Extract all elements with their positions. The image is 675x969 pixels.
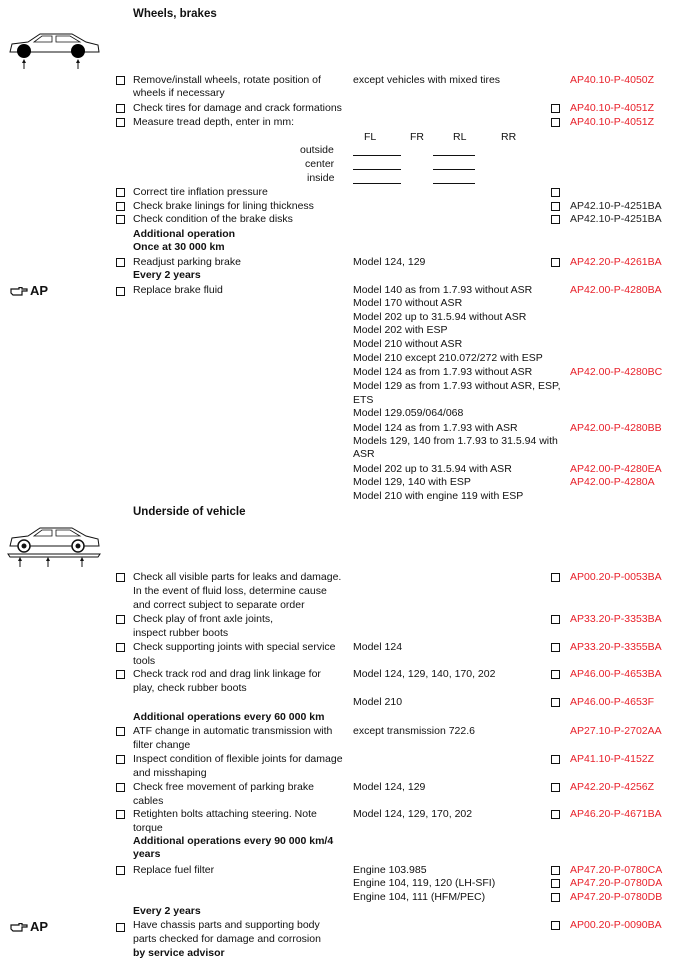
task-text: Check brake linings for lining thickness — [133, 200, 314, 212]
subheading: Additional operations every 90 000 km/4 — [133, 835, 334, 847]
reference-link[interactable]: AP46.20-P-4671BA — [570, 808, 662, 820]
reference-link[interactable]: AP46.00-P-4653F — [570, 696, 655, 708]
tread-header-rl: RL — [453, 131, 467, 143]
model-text: Model 210 except 210.072/272 with ESP — [353, 352, 543, 364]
checkbox-under-8[interactable] — [116, 810, 125, 819]
reference-link[interactable]: AP42.00-P-4280A — [570, 476, 655, 488]
reference-link[interactable]: AP47.20-P-0780DA — [570, 877, 663, 889]
checkbox-right[interactable] — [551, 258, 560, 267]
task-text: Check free movement of parking brake — [133, 781, 314, 793]
tread-entry-line[interactable] — [433, 169, 475, 170]
reference-link[interactable]: AP41.10-P-4152Z — [570, 753, 655, 765]
model-text: except transmission 722.6 — [353, 725, 475, 737]
checkbox-right[interactable] — [551, 615, 560, 624]
ap-label: AP — [30, 283, 49, 298]
checkbox-under-5[interactable] — [116, 727, 125, 736]
task-text: Remove/install wheels, rotate position of — [133, 74, 321, 86]
tread-label-outside: outside — [300, 144, 334, 156]
car-wheels-icon — [6, 28, 102, 70]
checkbox-under-3[interactable] — [116, 643, 125, 652]
checkbox-under-2[interactable] — [116, 615, 125, 624]
tread-entry-line[interactable] — [353, 169, 401, 170]
task-text: Measure tread depth, enter in mm: — [133, 116, 295, 128]
checkbox-right[interactable] — [551, 104, 560, 113]
model-text: Model 202 up to 31.5.94 with ASR — [353, 463, 512, 475]
task-text: ATF change in automatic transmission with — [133, 725, 333, 737]
checkbox-wheels-3[interactable] — [116, 118, 125, 127]
checkbox-right[interactable] — [551, 643, 560, 652]
checkbox-right[interactable] — [551, 698, 560, 707]
tread-label-center: center — [305, 158, 335, 170]
task-text: and misshaping — [133, 767, 207, 779]
reference-link[interactable]: AP33.20-P-3355BA — [570, 641, 662, 653]
reference-link[interactable]: AP42.20-P-4256Z — [570, 781, 655, 793]
checkbox-under-7[interactable] — [116, 783, 125, 792]
model-text: Engine 104, 111 (HFM/PEC) — [353, 891, 486, 903]
task-text: Check condition of the brake disks — [133, 213, 293, 225]
model-text: Model 124 as from 1.7.93 with ASR — [353, 422, 518, 434]
model-text: Model 129, 140 with ESP — [353, 476, 471, 488]
checkbox-wheels-5[interactable] — [116, 202, 125, 211]
ap-label: AP — [30, 919, 49, 934]
task-text: Readjust parking brake — [133, 256, 241, 268]
checkbox-under-4[interactable] — [116, 670, 125, 679]
subheading: years — [133, 848, 161, 860]
model-text: Model 202 with ESP — [353, 324, 448, 336]
model-text: Model 140 as from 1.7.93 without ASR — [353, 284, 533, 296]
ap-marker — [10, 919, 48, 934]
task-text: Check tires for damage and crack formations — [133, 102, 342, 114]
checkbox-right[interactable] — [551, 573, 560, 582]
tread-entry-line[interactable] — [353, 155, 401, 156]
task-text: Check play of front axle joints, — [133, 613, 274, 625]
reference-link[interactable]: AP40.10-P-4051Z — [570, 116, 655, 128]
reference-link[interactable]: AP42.00-P-4280BB — [570, 422, 662, 434]
model-text: Model 210 without ASR — [353, 338, 463, 350]
task-text: and correct subject to separate order — [133, 599, 305, 611]
model-text: Model 124, 129 — [353, 256, 426, 268]
tread-entry-line[interactable] — [433, 155, 475, 156]
subheading: Additional operations every 60 000 km — [133, 711, 325, 723]
reference-link[interactable]: AP47.20-P-0780CA — [570, 864, 663, 876]
subheading: Additional operation — [133, 228, 236, 240]
model-text: Model 210 — [353, 696, 403, 708]
reference-link[interactable]: AP42.00-P-4280BC — [570, 366, 663, 378]
model-text: Model 124 — [353, 641, 403, 653]
tread-header-rr: RR — [501, 131, 517, 143]
model-text: except vehicles with mixed tires — [353, 74, 501, 86]
model-text: Engine 104, 119, 120 (LH-SFI) — [353, 877, 496, 889]
model-text: Model 129 as from 1.7.93 without ASR, ESP, — [353, 380, 561, 392]
checkbox-right[interactable] — [551, 202, 560, 211]
model-text: Model 170 without ASR — [353, 297, 463, 309]
reference-link[interactable]: AP46.00-P-4653BA — [570, 668, 662, 680]
task-text: wheels if necessary — [133, 87, 225, 99]
tread-entry-line[interactable] — [353, 183, 401, 184]
checkbox-right[interactable] — [551, 118, 560, 127]
task-text: play, check rubber boots — [133, 682, 247, 694]
model-text: Model 202 up to 31.5.94 without ASR — [353, 311, 527, 323]
checkbox-right[interactable] — [551, 893, 560, 902]
model-text: Model 124, 129, 140, 170, 202 — [353, 668, 496, 680]
tread-header-fr: FR — [410, 131, 424, 143]
task-text: Replace brake fluid — [133, 284, 223, 296]
reference-code: AP42.10-P-4251BA — [570, 200, 662, 212]
task-text: tools — [133, 655, 156, 667]
checkbox-wheels-6[interactable] — [116, 215, 125, 224]
model-text: ASR — [353, 448, 375, 460]
model-text: Model 210 with engine 119 with ESP — [353, 490, 524, 502]
section-title-wheels: Wheels, brakes — [133, 8, 217, 20]
reference-link[interactable]: AP27.10-P-2702AA — [570, 725, 662, 737]
checkbox-under-1[interactable] — [116, 573, 125, 582]
checkbox-right[interactable] — [551, 215, 560, 224]
checkbox-right[interactable] — [551, 866, 560, 875]
reference-code: AP42.10-P-4251BA — [570, 213, 662, 225]
model-text: Models 129, 140 from 1.7.93 to 31.5.94 with — [353, 435, 558, 447]
checkbox-wheels-4[interactable] — [116, 188, 125, 197]
model-text: Model 129.059/064/068 — [353, 407, 464, 419]
task-text: Retighten bolts attaching steering. Note — [133, 808, 317, 820]
task-text: parts checked for damage and corrosion — [133, 933, 321, 945]
checkbox-wheels-7[interactable] — [116, 258, 125, 267]
reference-link[interactable]: AP42.00-P-4280BA — [570, 284, 662, 296]
checkbox-right[interactable] — [551, 188, 560, 197]
task-text: torque — [133, 822, 163, 834]
task-text: Have chassis parts and supporting body — [133, 919, 320, 931]
checkbox-under-10[interactable] — [116, 923, 125, 932]
reference-link[interactable]: AP00.20-P-0090BA — [570, 919, 662, 931]
task-text: Replace fuel filter — [133, 864, 215, 876]
pointing-hand-icon — [10, 923, 28, 932]
tread-header-fl: FL — [364, 131, 377, 143]
checkbox-right[interactable] — [551, 810, 560, 819]
reference-link[interactable]: AP00.20-P-0053BA — [570, 571, 662, 583]
section-title-underside: Underside of vehicle — [133, 506, 246, 518]
checkbox-wheels-1[interactable] — [116, 76, 125, 85]
reference-link[interactable]: AP40.10-P-4051Z — [570, 102, 655, 114]
ap-marker — [10, 283, 48, 298]
subheading: Every 2 years — [133, 905, 201, 917]
tread-entry-line[interactable] — [433, 183, 475, 184]
tread-label-inside: inside — [307, 172, 335, 184]
checkbox-right[interactable] — [551, 670, 560, 679]
task-text: filter change — [133, 739, 191, 751]
car-lift-icon — [6, 524, 102, 568]
model-text: Model 124, 129 — [353, 781, 426, 793]
reference-link[interactable]: AP33.20-P-3353BA — [570, 613, 662, 625]
model-text: ETS — [353, 394, 374, 406]
reference-link[interactable]: AP42.00-P-4280EA — [570, 463, 662, 475]
checkbox-wheels-8[interactable] — [116, 287, 125, 296]
reference-link[interactable]: AP47.20-P-0780DB — [570, 891, 663, 903]
checkbox-under-9[interactable] — [116, 866, 125, 875]
model-text: Engine 103.985 — [353, 864, 427, 876]
task-text: Correct tire inflation pressure — [133, 186, 268, 198]
checkbox-right[interactable] — [551, 879, 560, 888]
task-text: cables — [133, 795, 164, 807]
checkbox-right[interactable] — [551, 783, 560, 792]
reference-link[interactable]: AP40.10-P-4050Z — [570, 74, 655, 86]
task-text: In the event of fluid loss, determine cause — [133, 585, 327, 597]
model-text: Model 124 as from 1.7.93 without ASR — [353, 366, 533, 378]
pointing-hand-icon — [10, 287, 28, 296]
subheading: Every 2 years — [133, 269, 201, 281]
task-text: inspect rubber boots — [133, 627, 229, 639]
checkbox-under-6[interactable] — [116, 755, 125, 764]
task-text: Check track rod and drag link linkage for — [133, 668, 321, 680]
checkbox-wheels-2[interactable] — [116, 104, 125, 113]
task-text: Check all visible parts for leaks and damage. — [133, 571, 342, 583]
checkbox-right[interactable] — [551, 921, 560, 930]
task-text: by service advisor — [133, 947, 225, 959]
subheading: Once at 30 000 km — [133, 241, 225, 253]
reference-link[interactable]: AP42.20-P-4261BA — [570, 256, 662, 268]
task-text: Inspect condition of flexible joints for damage — [133, 753, 343, 765]
task-text: Check supporting joints with special service — [133, 641, 336, 653]
checkbox-right[interactable] — [551, 755, 560, 764]
model-text: Model 124, 129, 170, 202 — [353, 808, 473, 820]
